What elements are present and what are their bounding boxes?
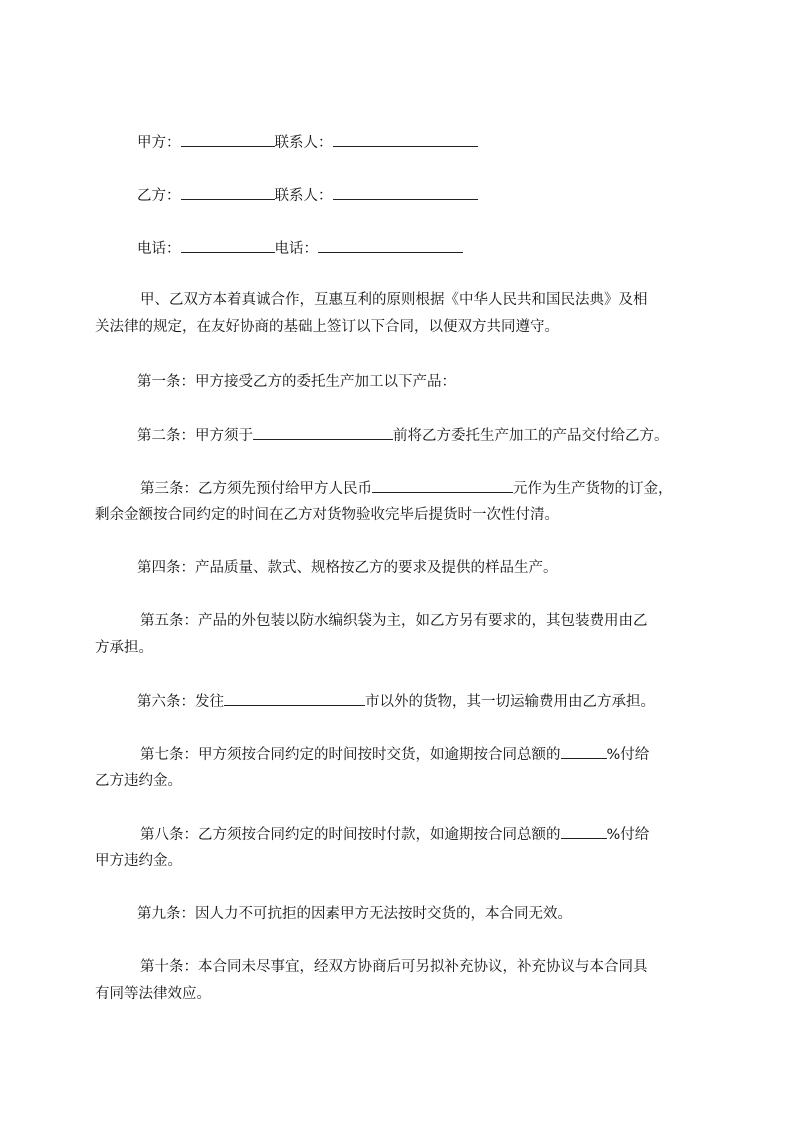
party-a-phone-blank[interactable] <box>181 238 275 253</box>
article-2-date-blank[interactable] <box>253 425 393 440</box>
party-a-row <box>137 132 478 153</box>
article-3-text-before: 第三条：乙方须先预付给甲方人民币 <box>140 481 372 497</box>
party-a-phone-label: 电话： <box>137 241 181 257</box>
article-2-text-before: 第二条：甲方须于 <box>137 428 253 444</box>
article-6-city-blank[interactable] <box>224 691 365 706</box>
article-8-text-after: %付给 <box>606 827 650 843</box>
article-7-text-before: 第七条：甲方须按合同约定的时间按时交货，如逾期按合同总额的 <box>140 747 561 763</box>
preamble-line-1: 甲、乙双方本着真诚合作，互惠互利的原则根据《中华人民共和国民法典》及相 <box>140 292 648 308</box>
article-8-line-2: 甲方违约金。 <box>95 853 182 869</box>
party-b-row <box>137 185 478 206</box>
party-b-name-blank[interactable] <box>181 185 275 200</box>
party-a-contact-blank[interactable] <box>333 132 478 147</box>
article-8-line-1 <box>140 824 649 845</box>
article-7-line-2: 乙方违约金。 <box>95 773 182 789</box>
phone-row <box>137 238 463 259</box>
article-6 <box>137 691 655 712</box>
article-6-text-before: 第六条：发往 <box>137 694 224 710</box>
article-9: 第九条：因人力不可抗拒的因素甲方无法按时交货的，本合同无效。 <box>137 906 572 922</box>
party-a-name-blank[interactable] <box>181 132 275 147</box>
article-4: 第四条：产品质量、款式、规格按乙方的要求及提供的样品生产。 <box>137 560 558 576</box>
article-3-amount-blank[interactable] <box>372 478 513 493</box>
party-a-label: 甲方： <box>137 135 181 151</box>
article-10-line-2: 有同等法律效应。 <box>95 986 211 1002</box>
party-b-phone-label: 电话： <box>274 241 318 257</box>
party-b-contact-label: 联系人： <box>274 188 333 204</box>
party-a-contact-label: 联系人： <box>274 135 333 151</box>
article-8-text-before: 第八条：乙方须按合同约定的时间按时付款，如逾期按合同总额的 <box>140 827 561 843</box>
article-2 <box>137 425 669 446</box>
party-b-label: 乙方： <box>137 188 181 204</box>
article-5-line-2: 方承担。 <box>95 640 153 656</box>
article-7-text-after: %付给 <box>606 747 650 763</box>
article-8-percent-blank[interactable] <box>561 824 607 839</box>
party-b-contact-blank[interactable] <box>333 185 478 200</box>
article-10-line-1: 第十条：本合同未尽事宜，经双方协商后可另拟补充协议，补充协议与本合同具 <box>140 959 648 975</box>
preamble-line-2: 关法律的规定，在友好协商的基础上签订以下合同，以便双方共同遵守。 <box>95 319 559 335</box>
article-6-text-after: 市以外的货物，其一切运输费用由乙方承担。 <box>365 694 655 710</box>
party-b-phone-blank[interactable] <box>318 238 463 253</box>
article-7-percent-blank[interactable] <box>561 744 607 759</box>
article-2-text-after: 前将乙方委托生产加工的产品交付给乙方。 <box>393 428 669 444</box>
article-5-line-1: 第五条：产品的外包装以防水编织袋为主，如乙方另有要求的，其包装费用由乙 <box>140 613 648 629</box>
article-1: 第一条：甲方接受乙方的委托生产加工以下产品： <box>137 374 456 390</box>
article-7-line-1 <box>140 744 649 765</box>
article-3-line-1 <box>140 478 673 499</box>
article-3-text-after: 元作为生产货物的订金， <box>513 481 673 497</box>
article-3-line-2: 剩余金额按合同约定的时间在乙方对货物验收完毕后提货时一次性付清。 <box>95 507 559 523</box>
